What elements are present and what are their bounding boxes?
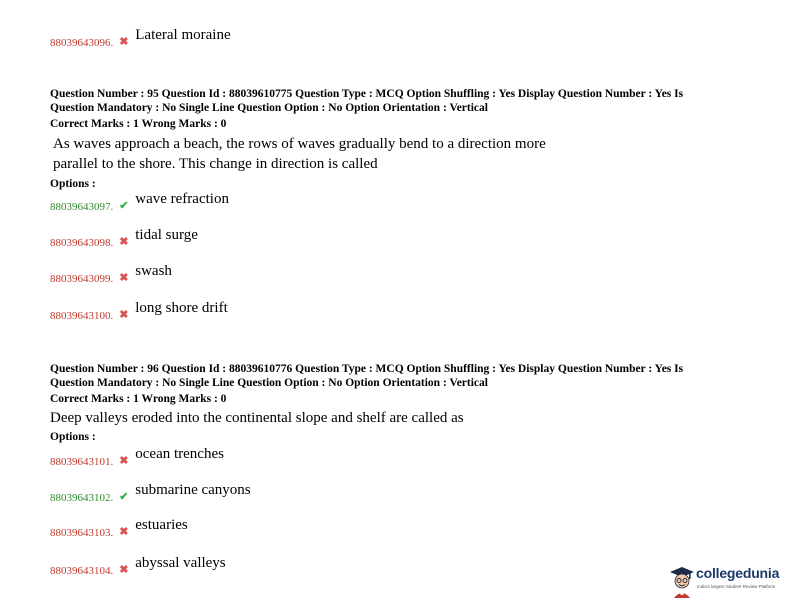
options-label: Options : (50, 178, 96, 190)
option-id: 88039643100. (50, 310, 114, 322)
option-id: 88039643098. (50, 237, 114, 249)
option-id: 88039643104. (50, 565, 114, 577)
brand-logo (668, 562, 786, 602)
option-row (50, 228, 198, 250)
option-text: wave refraction (135, 191, 229, 207)
option-text: ocean trenches (135, 446, 224, 462)
wrong-mark-icon: ✖ (119, 236, 129, 248)
option-id: 88039643103. (50, 527, 114, 539)
question-meta: Question Number : 96 Question Id : 88039610776 Question Type : MCQ Option Shuffling : Yes Display Question Number : Yes Is (50, 363, 684, 375)
question-meta: Question Mandatory : No Single Line Question Option : No Option Orientation : Vertical (50, 377, 488, 389)
wrong-mark-icon: ✖ (119, 36, 129, 48)
wrong-mark-icon: ✖ (119, 455, 129, 467)
option-text: submarine canyons (135, 482, 251, 498)
option-text: abyssal valleys (135, 555, 226, 571)
option-row (50, 28, 231, 50)
option-text: tidal surge (135, 227, 198, 243)
logo-wordmark: collegedunia (696, 565, 780, 581)
wrong-mark-icon: ✖ (119, 272, 129, 284)
question-text: parallel to the shore. This change in direction is called (53, 156, 378, 172)
option-row (50, 301, 228, 323)
options-label: Options : (50, 431, 96, 443)
option-row (50, 447, 224, 469)
question-text: Deep valleys eroded into the continental slope and shelf are called as (50, 410, 464, 426)
wrong-mark-icon: ✖ (119, 526, 129, 538)
question-text: As waves approach a beach, the rows of waves gradually bend to a direction more (53, 136, 546, 152)
option-row (50, 192, 229, 214)
question-marks: Correct Marks : 1 Wrong Marks : 0 (50, 393, 227, 405)
question-meta: Question Mandatory : No Single Line Question Option : No Option Orientation : Vertical (50, 102, 488, 114)
question-marks: Correct Marks : 1 Wrong Marks : 0 (50, 118, 227, 130)
option-id: 88039643102. (50, 492, 114, 504)
check-mark-icon: ✔ (119, 200, 129, 212)
graduate-mascot-icon (668, 564, 696, 600)
option-text: swash (135, 263, 172, 279)
option-id: 88039643101. (50, 456, 114, 468)
option-id: 88039643096. (50, 37, 114, 49)
option-id: 88039643099. (50, 273, 114, 285)
check-mark-icon: ✔ (119, 491, 129, 503)
option-id: 88039643097. (50, 201, 114, 213)
option-row (50, 483, 251, 505)
option-text: long shore drift (135, 300, 228, 316)
logo-tagline: India's largest Student Review Platform (697, 584, 776, 589)
question-meta: Question Number : 95 Question Id : 88039610775 Question Type : MCQ Option Shuffling : Yes Display Question Number : Yes Is (50, 88, 684, 100)
option-text: estuaries (135, 517, 188, 533)
option-text: Lateral moraine (135, 27, 231, 43)
wrong-mark-icon: ✖ (119, 564, 129, 576)
option-row (50, 264, 172, 286)
option-row (50, 518, 188, 540)
wrong-mark-icon: ✖ (119, 309, 129, 321)
option-row (50, 556, 226, 578)
